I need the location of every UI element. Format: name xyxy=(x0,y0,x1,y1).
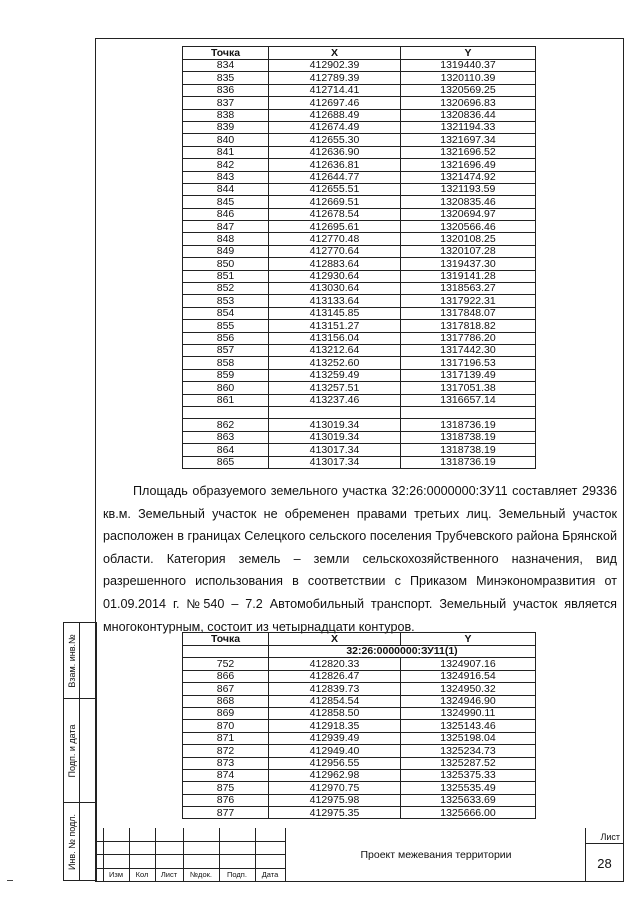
y-cell: 1320835.46 xyxy=(401,196,536,208)
x-cell: 412636.90 xyxy=(269,146,401,158)
x-cell: 412678.54 xyxy=(269,208,401,220)
table-row xyxy=(183,431,536,443)
header-y: Y xyxy=(401,633,536,646)
y-cell: 1321474.92 xyxy=(401,171,536,183)
x-cell: 412930.64 xyxy=(269,270,401,282)
x-cell: 412970.75 xyxy=(269,782,401,794)
y-cell: 1317196.53 xyxy=(401,357,536,369)
y-cell xyxy=(401,406,536,418)
x-cell: 412770.64 xyxy=(269,245,401,257)
title-block xyxy=(95,828,623,881)
x-cell: 412975.98 xyxy=(269,794,401,806)
y-cell: 1317139.49 xyxy=(401,369,536,381)
point-cell: 845 xyxy=(183,196,269,208)
x-cell: 412883.64 xyxy=(269,258,401,270)
x-cell: 413252.60 xyxy=(269,357,401,369)
y-cell: 1317051.38 xyxy=(401,382,536,394)
y-cell: 1316657.14 xyxy=(401,394,536,406)
y-cell: 1320696.83 xyxy=(401,97,536,109)
table-row xyxy=(183,258,536,270)
x-cell: 412655.51 xyxy=(269,183,401,195)
head-count: Кол xyxy=(135,870,149,879)
table-row xyxy=(183,270,536,282)
x-cell: 412858.50 xyxy=(269,707,401,719)
y-cell: 1319440.37 xyxy=(401,60,536,72)
point-cell xyxy=(183,406,269,418)
point-cell: 837 xyxy=(183,97,269,109)
y-cell: 1325633.69 xyxy=(401,794,536,806)
table-row xyxy=(183,245,536,257)
y-cell: 1325234.73 xyxy=(401,745,536,757)
table-header-row xyxy=(183,47,536,60)
x-cell: 412695.61 xyxy=(269,221,401,233)
x-cell: 413017.34 xyxy=(269,456,401,468)
y-cell: 1320108.25 xyxy=(401,233,536,245)
coordinates-table-2 xyxy=(182,632,536,819)
point-cell: 877 xyxy=(183,807,269,819)
point-cell: 868 xyxy=(183,695,269,707)
x-cell: 412902.39 xyxy=(269,60,401,72)
y-cell: 1318736.19 xyxy=(401,456,536,468)
sheet-box xyxy=(585,828,623,881)
x-cell: 412839.73 xyxy=(269,683,401,695)
point-cell: 863 xyxy=(183,431,269,443)
point-cell: 841 xyxy=(183,146,269,158)
table-row xyxy=(183,369,536,381)
y-cell: 1318738.19 xyxy=(401,444,536,456)
table-row xyxy=(183,444,536,456)
x-cell: 412714.41 xyxy=(269,84,401,96)
y-cell: 1317922.31 xyxy=(401,295,536,307)
point-cell: 843 xyxy=(183,171,269,183)
point-cell: 875 xyxy=(183,782,269,794)
x-cell: 413257.51 xyxy=(269,382,401,394)
table-row xyxy=(183,307,536,319)
y-cell: 1320694.97 xyxy=(401,208,536,220)
parcel-description xyxy=(103,480,617,638)
x-cell: 413030.64 xyxy=(269,283,401,295)
x-cell: 413259.49 xyxy=(269,369,401,381)
side-stamp xyxy=(63,622,97,880)
point-cell: 853 xyxy=(183,295,269,307)
y-cell: 1320836.44 xyxy=(401,109,536,121)
table-row xyxy=(183,283,536,295)
point-cell: 869 xyxy=(183,707,269,719)
point-cell: 856 xyxy=(183,332,269,344)
head-signature: Подп. xyxy=(227,870,247,879)
point-cell: 836 xyxy=(183,84,269,96)
point-cell: 872 xyxy=(183,745,269,757)
point-cell: 752 xyxy=(183,658,269,670)
y-cell: 1321194.33 xyxy=(401,121,536,133)
table-row xyxy=(183,394,536,406)
head-date: Дата xyxy=(261,870,279,879)
table-row xyxy=(183,720,536,732)
y-cell: 1320110.39 xyxy=(401,72,536,84)
table-header-row xyxy=(183,633,536,646)
point-cell: 867 xyxy=(183,683,269,695)
point-cell: 865 xyxy=(183,456,269,468)
point-cell: 842 xyxy=(183,159,269,171)
x-cell: 413237.46 xyxy=(269,394,401,406)
header-x: X xyxy=(269,47,401,60)
point-cell: 857 xyxy=(183,344,269,356)
point-cell: 864 xyxy=(183,444,269,456)
table-row xyxy=(183,233,536,245)
x-cell: 412956.55 xyxy=(269,757,401,769)
parcel-description-text: Площадь образуемого земельного участка 32:26:0000000:ЗУ11 составляет 29336 кв.м. Земельный участок не обременен правами третьих лиц. Земельный участок расположен в границах Селецкого сельского поселения Трубчевского района Брянской области. Категория земель – земли сельскохозяйственного назначения, вид разрешенного использования в соответствии с Приказом Минэкономразвития от 01.09.2014 г. №540 – 7.2 Автомобильный транспорт. Земельный участок является многоконтурным, состоит из четырнадцати контуров. xyxy=(103,484,617,634)
y-cell: 1325143.46 xyxy=(401,720,536,732)
head-change: Изм xyxy=(109,870,123,879)
table-row xyxy=(183,769,536,781)
y-cell: 1319437.30 xyxy=(401,258,536,270)
table-row xyxy=(183,683,536,695)
point-cell: 834 xyxy=(183,60,269,72)
table-row xyxy=(183,196,536,208)
sheet-number: 28 xyxy=(597,855,612,871)
table-row xyxy=(183,382,536,394)
point-cell: 858 xyxy=(183,357,269,369)
y-cell: 1324990.11 xyxy=(401,707,536,719)
y-cell: 1319141.28 xyxy=(401,270,536,282)
x-cell: 412854.54 xyxy=(269,695,401,707)
point-cell: 859 xyxy=(183,369,269,381)
table-row xyxy=(183,658,536,670)
y-cell: 1318738.19 xyxy=(401,431,536,443)
table-row xyxy=(183,72,536,84)
table-row xyxy=(183,782,536,794)
point-cell: 871 xyxy=(183,732,269,744)
table-row xyxy=(183,456,536,468)
margin-tick xyxy=(7,880,13,881)
stamp-label-replacement: Взам. инв.№ xyxy=(66,634,77,688)
point-cell: 860 xyxy=(183,382,269,394)
x-cell: 412644.77 xyxy=(269,171,401,183)
table-row xyxy=(183,183,536,195)
header-point: Точка xyxy=(183,47,269,60)
x-cell: 412826.47 xyxy=(269,670,401,682)
table-row xyxy=(183,707,536,719)
table-row xyxy=(183,320,536,332)
coordinates-table-1 xyxy=(182,46,536,469)
table-row xyxy=(183,794,536,806)
stamp-cell-replacement xyxy=(63,622,97,699)
point-cell: 852 xyxy=(183,283,269,295)
y-cell: 1321696.49 xyxy=(401,159,536,171)
x-cell: 412975.35 xyxy=(269,807,401,819)
y-cell: 1320107.28 xyxy=(401,245,536,257)
x-cell: 412939.49 xyxy=(269,732,401,744)
point-cell: 846 xyxy=(183,208,269,220)
point-cell: 866 xyxy=(183,670,269,682)
x-cell xyxy=(269,406,401,418)
point-cell: 874 xyxy=(183,769,269,781)
y-cell: 1318736.19 xyxy=(401,419,536,431)
y-cell: 1321193.59 xyxy=(401,183,536,195)
table-row xyxy=(183,357,536,369)
head-sheet: Лист xyxy=(160,870,178,879)
table-row xyxy=(183,84,536,96)
point-cell: 835 xyxy=(183,72,269,84)
table-row xyxy=(183,208,536,220)
header-point: Точка xyxy=(183,633,269,646)
x-cell: 413017.34 xyxy=(269,444,401,456)
y-cell: 1320566.46 xyxy=(401,221,536,233)
x-cell: 412655.30 xyxy=(269,134,401,146)
x-cell: 412688.49 xyxy=(269,109,401,121)
y-cell: 1317786.20 xyxy=(401,332,536,344)
x-cell: 412636.81 xyxy=(269,159,401,171)
point-cell: 851 xyxy=(183,270,269,282)
x-cell: 412918.35 xyxy=(269,720,401,732)
point-cell: 870 xyxy=(183,720,269,732)
x-cell: 413151.27 xyxy=(269,320,401,332)
stamp-cell-signature-date xyxy=(63,698,97,803)
x-cell: 412674.49 xyxy=(269,121,401,133)
x-cell: 412770.48 xyxy=(269,233,401,245)
x-cell: 413019.34 xyxy=(269,431,401,443)
table-row xyxy=(183,419,536,431)
point-cell: 850 xyxy=(183,258,269,270)
y-cell: 1324946.90 xyxy=(401,695,536,707)
y-cell: 1325198.04 xyxy=(401,732,536,744)
point-cell: 861 xyxy=(183,394,269,406)
x-cell: 412962.98 xyxy=(269,769,401,781)
point-cell: 855 xyxy=(183,320,269,332)
y-cell: 1325287.52 xyxy=(401,757,536,769)
head-doc-number: №док. xyxy=(190,870,212,879)
header-x: X xyxy=(269,633,401,646)
y-cell: 1317848.07 xyxy=(401,307,536,319)
x-cell: 413019.34 xyxy=(269,419,401,431)
point-cell: 839 xyxy=(183,121,269,133)
y-cell: 1324907.16 xyxy=(401,658,536,670)
x-cell: 413133.64 xyxy=(269,295,401,307)
y-cell: 1325375.33 xyxy=(401,769,536,781)
table-row xyxy=(183,171,536,183)
x-cell: 412789.39 xyxy=(269,72,401,84)
stamp-label-original-inventory: Инв. № подл. xyxy=(66,813,77,870)
y-cell: 1324950.32 xyxy=(401,683,536,695)
point-cell: 862 xyxy=(183,419,269,431)
table-row xyxy=(183,695,536,707)
x-cell: 412820.33 xyxy=(269,658,401,670)
revision-column-heads xyxy=(95,868,285,881)
table-row xyxy=(183,146,536,158)
table-row xyxy=(183,807,536,819)
table-row xyxy=(183,670,536,682)
table-row xyxy=(183,745,536,757)
table-row xyxy=(183,159,536,171)
y-cell: 1318563.27 xyxy=(401,283,536,295)
x-cell: 413145.85 xyxy=(269,307,401,319)
table-row xyxy=(183,295,536,307)
y-cell: 1320569.25 xyxy=(401,84,536,96)
table-subheader-row xyxy=(183,646,536,658)
stamp-label-signature-date: Подп. и дата xyxy=(66,724,77,778)
sheet-label: Лист xyxy=(586,828,623,844)
x-cell: 412697.46 xyxy=(269,97,401,109)
point-cell: 873 xyxy=(183,757,269,769)
table-row xyxy=(183,109,536,121)
table-row xyxy=(183,406,536,418)
project-title: Проект межевания территории xyxy=(285,828,586,881)
x-cell: 413156.04 xyxy=(269,332,401,344)
table-row xyxy=(183,221,536,233)
header-y: Y xyxy=(401,47,536,60)
point-cell: 876 xyxy=(183,794,269,806)
point-cell: 848 xyxy=(183,233,269,245)
table-row xyxy=(183,332,536,344)
y-cell: 1321696.52 xyxy=(401,146,536,158)
table-row xyxy=(183,121,536,133)
point-cell: 838 xyxy=(183,109,269,121)
table-row xyxy=(183,97,536,109)
point-cell: 840 xyxy=(183,134,269,146)
point-cell: 849 xyxy=(183,245,269,257)
y-cell: 1325535.49 xyxy=(401,782,536,794)
x-cell: 412669.51 xyxy=(269,196,401,208)
y-cell: 1325666.00 xyxy=(401,807,536,819)
x-cell: 413212.64 xyxy=(269,344,401,356)
table-row xyxy=(183,757,536,769)
y-cell: 1317442.30 xyxy=(401,344,536,356)
x-cell: 412949.40 xyxy=(269,745,401,757)
y-cell: 1321697.34 xyxy=(401,134,536,146)
contour-id: 32:26:0000000:ЗУ11(1) xyxy=(269,646,536,658)
point-cell: 854 xyxy=(183,307,269,319)
y-cell: 1317818.82 xyxy=(401,320,536,332)
point-cell: 844 xyxy=(183,183,269,195)
table-row xyxy=(183,344,536,356)
table-row xyxy=(183,732,536,744)
table-row xyxy=(183,60,536,72)
point-cell: 847 xyxy=(183,221,269,233)
stamp-cell-original-inventory xyxy=(63,802,97,881)
y-cell: 1324916.54 xyxy=(401,670,536,682)
table-row xyxy=(183,134,536,146)
